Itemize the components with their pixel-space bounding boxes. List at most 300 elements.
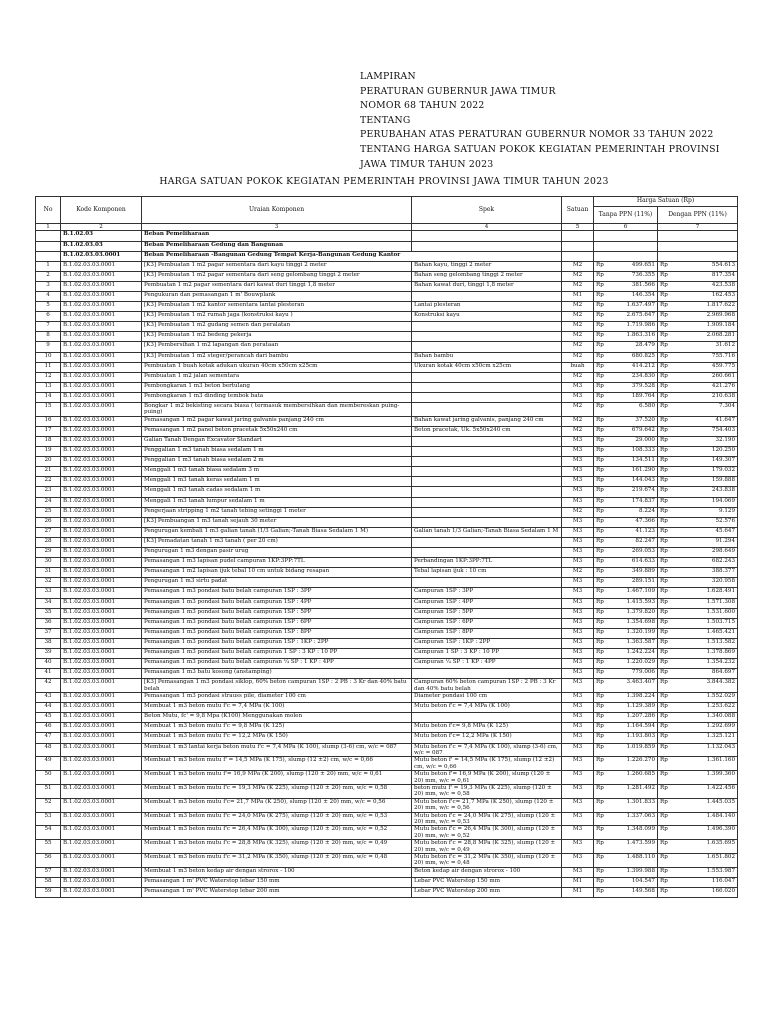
row-code: B.1.02.03.03.0001 xyxy=(61,659,142,669)
price-table-body xyxy=(36,231,738,898)
row-currency: Rp xyxy=(594,312,608,322)
row-description: Pemasangan 1 m3 pondasi batu belah campuran 1SP : 1KP : 2PP xyxy=(142,638,412,648)
row-unit: M2 xyxy=(562,332,594,342)
row-spec xyxy=(412,372,562,382)
table-row xyxy=(36,527,738,537)
row-price-incl-ppn: 210.638 xyxy=(672,392,738,402)
row-currency: Rp xyxy=(594,608,608,618)
row-description: Membuat 1 m3 beton mutu f'c= 21,7 MPa (K 250), slump (120 ± 20) mm, w/c = 0,56 xyxy=(142,798,412,812)
row-currency: Rp xyxy=(658,877,672,887)
row-code: B.1.02.03.03.0001 xyxy=(61,618,142,628)
row-currency: Rp xyxy=(658,568,672,578)
row-price-incl-ppn: 554.613 xyxy=(672,261,738,271)
column-number-row xyxy=(36,224,738,231)
row-unit: M3 xyxy=(562,392,594,402)
row-price-incl-ppn: 7.304 xyxy=(672,403,738,417)
row-description: Pemasangan 1 m2 pagar kawat jaring galvanis panjang 240 cm xyxy=(142,416,412,426)
row-description: Pemasangan 1 m' PVC Waterstop lebar 200 mm xyxy=(142,888,412,898)
table-row xyxy=(36,867,738,877)
row-price-incl-ppn: 1.361.160 xyxy=(672,757,738,771)
row-price-excl-ppn: 679.642 xyxy=(608,426,658,436)
row-description: [K3] Pembersihan 1 m2 lapangan dan perataan xyxy=(142,342,412,352)
row-currency: Rp xyxy=(594,342,608,352)
row-price-excl-ppn: 2.675.647 xyxy=(608,312,658,322)
row-unit: M3 xyxy=(562,457,594,467)
row-number: 47 xyxy=(36,733,61,743)
row-number: 11 xyxy=(36,362,61,372)
row-currency: Rp xyxy=(658,291,672,301)
row-price-excl-ppn: 1.242.224 xyxy=(608,648,658,658)
row-price-incl-ppn: 116.047 xyxy=(672,877,738,887)
row-price-incl-ppn: 179.032 xyxy=(672,467,738,477)
row-price-excl-ppn: 134.511 xyxy=(608,457,658,467)
table-row xyxy=(36,467,738,477)
row-spec: Mutu beton f'= 16,9 MPa (K 200), slump (120 ± 20) mm, w/c = 0,61 xyxy=(412,771,562,785)
table-row xyxy=(36,437,738,447)
table-row xyxy=(36,487,738,497)
row-price-incl-ppn: 194.069 xyxy=(672,497,738,507)
row-price-incl-ppn: 1.422.456 xyxy=(672,784,738,798)
row-price-excl-ppn: 1.354.698 xyxy=(608,618,658,628)
row-number: 41 xyxy=(36,669,61,679)
row-description: Bongkar 1 m2 bekisting secara biasa ( termasuk membersihkan dan membereskan puing-puing) xyxy=(142,403,412,417)
row-currency: Rp xyxy=(658,416,672,426)
table-row xyxy=(36,392,738,402)
row-unit: M2 xyxy=(562,312,594,322)
row-currency: Rp xyxy=(658,447,672,457)
table-row xyxy=(36,723,738,733)
row-currency: Rp xyxy=(658,302,672,312)
row-description: Pemasangan 1 m' PVC Waterstop lebar 150 mm xyxy=(142,877,412,887)
row-description: Pemasangan 1 m3 pondasi batu belah campuran 1SP : 4PP xyxy=(142,598,412,608)
table-row xyxy=(36,693,738,703)
row-spec: Campuran 1SP : 5PP xyxy=(412,608,562,618)
row-currency: Rp xyxy=(594,271,608,281)
row-description: Membuat 1 m3 beton mutu f'= 16,9 MPa (K 200), slump (120 ± 20) mm, w/c = 0,61 xyxy=(142,771,412,785)
row-description: [K3] Pembuatan 1 m2 pagar sementara dari seng gelombang tinggi 2 meter xyxy=(142,271,412,281)
row-unit: M3 xyxy=(562,618,594,628)
row-number: 19 xyxy=(36,447,61,457)
row-number: 3 xyxy=(36,281,61,291)
row-spec: Bahan bambu xyxy=(412,352,562,362)
table-row xyxy=(36,578,738,588)
table-row xyxy=(36,342,738,352)
row-number: 2 xyxy=(36,271,61,281)
row-unit: M3 xyxy=(562,703,594,713)
row-price-excl-ppn: 499.651 xyxy=(608,261,658,271)
row-spec: Galian tanah 1/3 Galian;-Tanah Biasa Sedalam 1 M xyxy=(412,527,562,537)
table-row xyxy=(36,548,738,558)
row-spec xyxy=(412,477,562,487)
row-number: 29 xyxy=(36,548,61,558)
table-row xyxy=(36,507,738,517)
table-row xyxy=(36,638,738,648)
row-price-incl-ppn: 459.775 xyxy=(672,362,738,372)
row-unit: M3 xyxy=(562,798,594,812)
row-price-incl-ppn: 423.538 xyxy=(672,281,738,291)
row-spec xyxy=(412,578,562,588)
row-unit: M3 xyxy=(562,757,594,771)
row-description: [K3] Pembuatan 1 m2 bedeng pekerja xyxy=(142,332,412,342)
row-price-excl-ppn: 3.463.407 xyxy=(608,679,658,693)
row-price-excl-ppn: 1.281.492 xyxy=(608,784,658,798)
header-line: PERUBAHAN ATAS PERATURAN GUBERNUR NOMOR 33 TAHUN 2022 xyxy=(360,129,714,141)
table-row xyxy=(36,271,738,281)
row-currency: Rp xyxy=(658,743,672,757)
row-spec: Bahan seng gelombang tinggi 2 meter xyxy=(412,271,562,281)
row-currency: Rp xyxy=(658,679,672,693)
row-number: 51 xyxy=(36,784,61,798)
row-number: 9 xyxy=(36,342,61,352)
row-price-excl-ppn: 149.568 xyxy=(608,888,658,898)
column-number: 2 xyxy=(61,224,142,231)
row-unit: M3 xyxy=(562,628,594,638)
row-unit: M3 xyxy=(562,497,594,507)
table-row xyxy=(36,403,738,417)
row-number: 57 xyxy=(36,867,61,877)
row-code: B.1.02.03.03.0001 xyxy=(61,352,142,362)
row-number: 14 xyxy=(36,392,61,402)
row-unit: M3 xyxy=(562,588,594,598)
group-row xyxy=(36,251,738,261)
row-price-excl-ppn: 1.363.587 xyxy=(608,638,658,648)
row-currency: Rp xyxy=(594,867,608,877)
table-row xyxy=(36,888,738,898)
table-row xyxy=(36,840,738,854)
row-price-incl-ppn: 298.649 xyxy=(672,548,738,558)
row-price-incl-ppn: 9.129 xyxy=(672,507,738,517)
row-price-incl-ppn: 1.513.582 xyxy=(672,638,738,648)
row-unit: M2 xyxy=(562,342,594,352)
row-unit: M1 xyxy=(562,888,594,898)
table-row xyxy=(36,362,738,372)
header-satuan: Satuan xyxy=(562,197,594,224)
row-currency: Rp xyxy=(658,638,672,648)
group-row xyxy=(36,241,738,251)
row-currency: Rp xyxy=(658,467,672,477)
row-currency: Rp xyxy=(658,723,672,733)
row-description: Galian Tanah Dengan Excavator Standart xyxy=(142,437,412,447)
row-price-excl-ppn: 41.123 xyxy=(608,527,658,537)
row-unit: M2 xyxy=(562,271,594,281)
document-title: HARGA SATUAN POKOK KEGIATAN PEMERINTAH PROVINSI JAWA TIMUR TAHUN 2023 xyxy=(159,176,609,187)
row-description: [K3] Pemasangan 1 m3 pondasi siklop, 60% beton campuran 1SP : 2 PB : 3 Kr dan 40% batu belah xyxy=(142,679,412,693)
row-price-excl-ppn: 680.825 xyxy=(608,352,658,362)
row-currency: Rp xyxy=(658,608,672,618)
row-currency: Rp xyxy=(658,457,672,467)
row-number: 34 xyxy=(36,598,61,608)
row-spec: Campuran 1SP : 8PP xyxy=(412,628,562,638)
row-price-excl-ppn: 414.212 xyxy=(608,362,658,372)
row-currency: Rp xyxy=(658,588,672,598)
row-price-excl-ppn: 1.207.286 xyxy=(608,713,658,723)
row-currency: Rp xyxy=(594,403,608,417)
row-code: B.1.02.03.03.0001 xyxy=(61,342,142,352)
row-currency: Rp xyxy=(594,437,608,447)
row-description: Pemasangan 1 m2 lapisan ijuk tebal 10 cm untuk bidang resapan xyxy=(142,568,412,578)
row-code: B.1.02.03.03.0001 xyxy=(61,281,142,291)
row-spec xyxy=(412,487,562,497)
row-code: B.1.02.03.03.0001 xyxy=(61,638,142,648)
row-price-excl-ppn: 234.830 xyxy=(608,372,658,382)
row-code: B.1.02.03.03.0001 xyxy=(61,784,142,798)
header-no: No xyxy=(36,197,61,224)
row-currency: Rp xyxy=(594,723,608,733)
row-spec xyxy=(412,517,562,527)
row-code: B.1.02.03.03.0001 xyxy=(61,447,142,457)
row-currency: Rp xyxy=(594,693,608,703)
row-price-excl-ppn: 1.193.803 xyxy=(608,733,658,743)
row-currency: Rp xyxy=(658,261,672,271)
row-spec xyxy=(412,322,562,332)
row-description: Membuat 1 m3 lantai kerja beton mutu f'c = 7,4 MPa (K 100), slump (3-6) cm, w/c = 087 xyxy=(142,743,412,757)
row-currency: Rp xyxy=(594,713,608,723)
table-row xyxy=(36,608,738,618)
row-currency: Rp xyxy=(594,771,608,785)
row-price-excl-ppn: 1.301.833 xyxy=(608,798,658,812)
row-currency: Rp xyxy=(658,342,672,352)
row-code: B.1.02.03.03.0001 xyxy=(61,467,142,477)
row-description: Pemasangan 1 m3 pondasi batu belah campuran 1SP : 6PP xyxy=(142,618,412,628)
table-row xyxy=(36,517,738,527)
row-unit: M2 xyxy=(562,302,594,312)
row-unit: M3 xyxy=(562,679,594,693)
row-number: 20 xyxy=(36,457,61,467)
row-currency: Rp xyxy=(658,784,672,798)
row-number: 8 xyxy=(36,332,61,342)
row-currency: Rp xyxy=(658,854,672,868)
row-unit: M3 xyxy=(562,854,594,868)
row-description: Pembongkaran 1 m3 beton bertulang xyxy=(142,382,412,392)
row-spec: Bahan kayu, tinggi 2 meter xyxy=(412,261,562,271)
row-description: Pemasangan 1 m3 pondasi batu belah campuran ¼ SP : 1 KP : 4PP xyxy=(142,659,412,669)
row-unit: M3 xyxy=(562,693,594,703)
row-price-incl-ppn: 1.340.088 xyxy=(672,713,738,723)
row-unit: M3 xyxy=(562,867,594,877)
row-number: 12 xyxy=(36,372,61,382)
row-description: Penggalian 1 m3 tanah biasa sedalam 1 m xyxy=(142,447,412,457)
row-spec xyxy=(412,537,562,547)
group-row xyxy=(36,231,738,241)
row-price-excl-ppn: 28.479 xyxy=(608,342,658,352)
row-price-excl-ppn: 1.415.593 xyxy=(608,598,658,608)
row-currency: Rp xyxy=(658,487,672,497)
row-description: Membuat 1 m3 beton mutu f'c = 24,0 MPa (K 275), slump (120 ± 20) mm, w/c = 0,53 xyxy=(142,812,412,826)
row-description: Pemasangan 1 m3 pondasi batu belah campuran 1SP : 5PP xyxy=(142,608,412,618)
group-code: B.1.02.03.03.0001 xyxy=(61,251,142,261)
row-currency: Rp xyxy=(658,537,672,547)
row-price-incl-ppn: 162.453 xyxy=(672,291,738,301)
row-description: Pemasangan 1 m2 panel beton pracetak 5x50x240 cm xyxy=(142,426,412,436)
row-spec: Campuran 1SP : 4PP xyxy=(412,598,562,608)
row-currency: Rp xyxy=(594,638,608,648)
row-unit: M3 xyxy=(562,548,594,558)
row-price-excl-ppn: 1.398.224 xyxy=(608,693,658,703)
row-currency: Rp xyxy=(594,332,608,342)
row-currency: Rp xyxy=(658,362,672,372)
row-number: 40 xyxy=(36,659,61,669)
row-code: B.1.02.03.03.0001 xyxy=(61,426,142,436)
row-number: 5 xyxy=(36,302,61,312)
row-price-excl-ppn: 82.247 xyxy=(608,537,658,547)
row-price-incl-ppn: 243.838 xyxy=(672,487,738,497)
row-spec xyxy=(412,437,562,447)
row-description: Pengurugan 1 m3 dengan pasir urug xyxy=(142,548,412,558)
row-price-excl-ppn: 144.043 xyxy=(608,477,658,487)
row-spec: Campuran ¼ SP : 1 KP : 4PP xyxy=(412,659,562,669)
header-harga: Harga Satuan (Rp) xyxy=(594,197,738,207)
row-spec: Mutu beton f'c= 9,8 MPa (K 125) xyxy=(412,723,562,733)
row-price-excl-ppn: 1.320.199 xyxy=(608,628,658,638)
row-spec: Campuran 60% beton campuran 1SP : 2 PB : 3 Kr dan 40% batu belah xyxy=(412,679,562,693)
row-spec: Mutu beton f'c = 7,4 MPa (K 100), slump (3-6) cm, w/c = 087 xyxy=(412,743,562,757)
row-currency: Rp xyxy=(594,558,608,568)
table-row xyxy=(36,733,738,743)
row-description: Pengerjaan stripping 1 m2 tanah tebing setinggi 1 meter xyxy=(142,507,412,517)
table-row xyxy=(36,618,738,628)
row-number: 28 xyxy=(36,537,61,547)
row-unit: M3 xyxy=(562,743,594,757)
row-code: B.1.02.03.03.0001 xyxy=(61,487,142,497)
row-number: 54 xyxy=(36,826,61,840)
row-unit: M2 xyxy=(562,281,594,291)
row-currency: Rp xyxy=(658,477,672,487)
row-price-incl-ppn: 1.571.308 xyxy=(672,598,738,608)
row-currency: Rp xyxy=(594,659,608,669)
row-price-excl-ppn: 37.520 xyxy=(608,416,658,426)
row-number: 22 xyxy=(36,477,61,487)
row-code: B.1.02.03.03.0001 xyxy=(61,537,142,547)
row-unit: M2 xyxy=(562,261,594,271)
row-unit: M3 xyxy=(562,733,594,743)
row-price-excl-ppn: 269.053 xyxy=(608,548,658,558)
row-spec: Mutu beton f'c= 21,7 MPa (K 250), slump (120 ± 20) mm, w/c = 0,56 xyxy=(412,798,562,812)
row-price-excl-ppn: 1.719.986 xyxy=(608,322,658,332)
row-code: B.1.02.03.03.0001 xyxy=(61,867,142,877)
row-number: 48 xyxy=(36,743,61,757)
row-price-excl-ppn: 289.151 xyxy=(608,578,658,588)
row-spec xyxy=(412,507,562,517)
table-row xyxy=(36,812,738,826)
row-unit: M2 xyxy=(562,403,594,417)
row-number: 32 xyxy=(36,578,61,588)
row-spec xyxy=(412,497,562,507)
row-unit: M3 xyxy=(562,784,594,798)
row-description: Pemasangan 1 m3 pondasi strauss pile, diameter 100 cm xyxy=(142,693,412,703)
row-currency: Rp xyxy=(658,281,672,291)
row-price-incl-ppn: 91.294 xyxy=(672,537,738,547)
row-code: B.1.02.03.03.0001 xyxy=(61,628,142,638)
row-currency: Rp xyxy=(594,798,608,812)
row-price-incl-ppn: 1.292.699 xyxy=(672,723,738,733)
row-unit: M2 xyxy=(562,507,594,517)
row-spec: Campuran 1SP : 1KP : 2PP xyxy=(412,638,562,648)
row-price-incl-ppn: 1.628.491 xyxy=(672,588,738,598)
row-price-incl-ppn: 1.553.987 xyxy=(672,867,738,877)
row-code: B.1.02.03.03.0001 xyxy=(61,568,142,578)
row-currency: Rp xyxy=(658,812,672,826)
row-price-excl-ppn: 1.260.685 xyxy=(608,771,658,785)
row-price-excl-ppn: 8.224 xyxy=(608,507,658,517)
row-code: B.1.02.03.03.0001 xyxy=(61,322,142,332)
row-currency: Rp xyxy=(658,648,672,658)
row-currency: Rp xyxy=(658,659,672,669)
row-code: B.1.02.03.03.0001 xyxy=(61,854,142,868)
row-currency: Rp xyxy=(594,447,608,457)
row-number: 36 xyxy=(36,618,61,628)
column-number: 5 xyxy=(562,224,594,231)
row-currency: Rp xyxy=(658,507,672,517)
header-dengan-ppn: Dengan PPN (11%) xyxy=(658,207,738,224)
row-currency: Rp xyxy=(658,392,672,402)
header-kode: Kode Komponen xyxy=(61,197,142,224)
row-spec xyxy=(412,403,562,417)
group-label: Beban Pemeliharaan Gedung dan Bangunan xyxy=(142,241,412,251)
row-currency: Rp xyxy=(658,382,672,392)
row-currency: Rp xyxy=(658,798,672,812)
row-unit: M2 xyxy=(562,352,594,362)
row-spec: Mutu beton f'c = 7,4 MPa (K 100) xyxy=(412,703,562,713)
row-unit: M3 xyxy=(562,840,594,854)
row-code: B.1.02.03.03.0001 xyxy=(61,403,142,417)
row-price-incl-ppn: 31.612 xyxy=(672,342,738,352)
row-price-incl-ppn: 2.068.281 xyxy=(672,332,738,342)
row-currency: Rp xyxy=(594,281,608,291)
row-price-incl-ppn: 1.496.390 xyxy=(672,826,738,840)
row-code: B.1.02.03.03.0001 xyxy=(61,733,142,743)
row-code: B.1.02.03.03.0001 xyxy=(61,507,142,517)
row-spec xyxy=(412,392,562,402)
row-currency: Rp xyxy=(594,457,608,467)
row-currency: Rp xyxy=(594,888,608,898)
row-currency: Rp xyxy=(658,558,672,568)
row-currency: Rp xyxy=(594,322,608,332)
row-unit: M3 xyxy=(562,382,594,392)
header-line: NOMOR 68 TAHUN 2022 xyxy=(360,100,485,112)
row-price-incl-ppn: 260.661 xyxy=(672,372,738,382)
row-currency: Rp xyxy=(594,588,608,598)
row-unit: M3 xyxy=(562,477,594,487)
row-currency: Rp xyxy=(594,648,608,658)
row-code: B.1.02.03.03.0001 xyxy=(61,392,142,402)
group-label: Beban Pemeliharaan -Bangunan Gedung Tempat Kerja-Bangunan Gedung Kantor xyxy=(142,251,562,261)
row-description: Menggali 1 m3 tanah biasa sedalam 3 m xyxy=(142,467,412,477)
row-currency: Rp xyxy=(658,618,672,628)
row-price-incl-ppn: 45.647 xyxy=(672,527,738,537)
row-currency: Rp xyxy=(594,826,608,840)
row-price-excl-ppn: 1.337.063 xyxy=(608,812,658,826)
row-spec: Campuran 1SP : 6PP xyxy=(412,618,562,628)
row-price-incl-ppn: 1.552.029 xyxy=(672,693,738,703)
row-number: 53 xyxy=(36,812,61,826)
row-description: Menggali 1 m3 tanah lumpur sedalam 1 m xyxy=(142,497,412,507)
table-row xyxy=(36,703,738,713)
row-price-excl-ppn: 379.528 xyxy=(608,382,658,392)
row-code: B.1.02.03.03.0001 xyxy=(61,798,142,812)
row-description: [K3] Pembuatan 1 m2 steger/perancah dari bambu xyxy=(142,352,412,362)
row-unit: M2 xyxy=(562,416,594,426)
row-unit: M3 xyxy=(562,558,594,568)
row-currency: Rp xyxy=(658,757,672,771)
row-price-incl-ppn: 1.484.140 xyxy=(672,812,738,826)
header-uraian: Uraian Komponen xyxy=(142,197,412,224)
row-currency: Rp xyxy=(594,703,608,713)
row-code: B.1.02.03.03.0001 xyxy=(61,477,142,487)
row-price-incl-ppn: 166.020 xyxy=(672,888,738,898)
row-currency: Rp xyxy=(658,322,672,332)
row-currency: Rp xyxy=(594,497,608,507)
row-spec xyxy=(412,291,562,301)
